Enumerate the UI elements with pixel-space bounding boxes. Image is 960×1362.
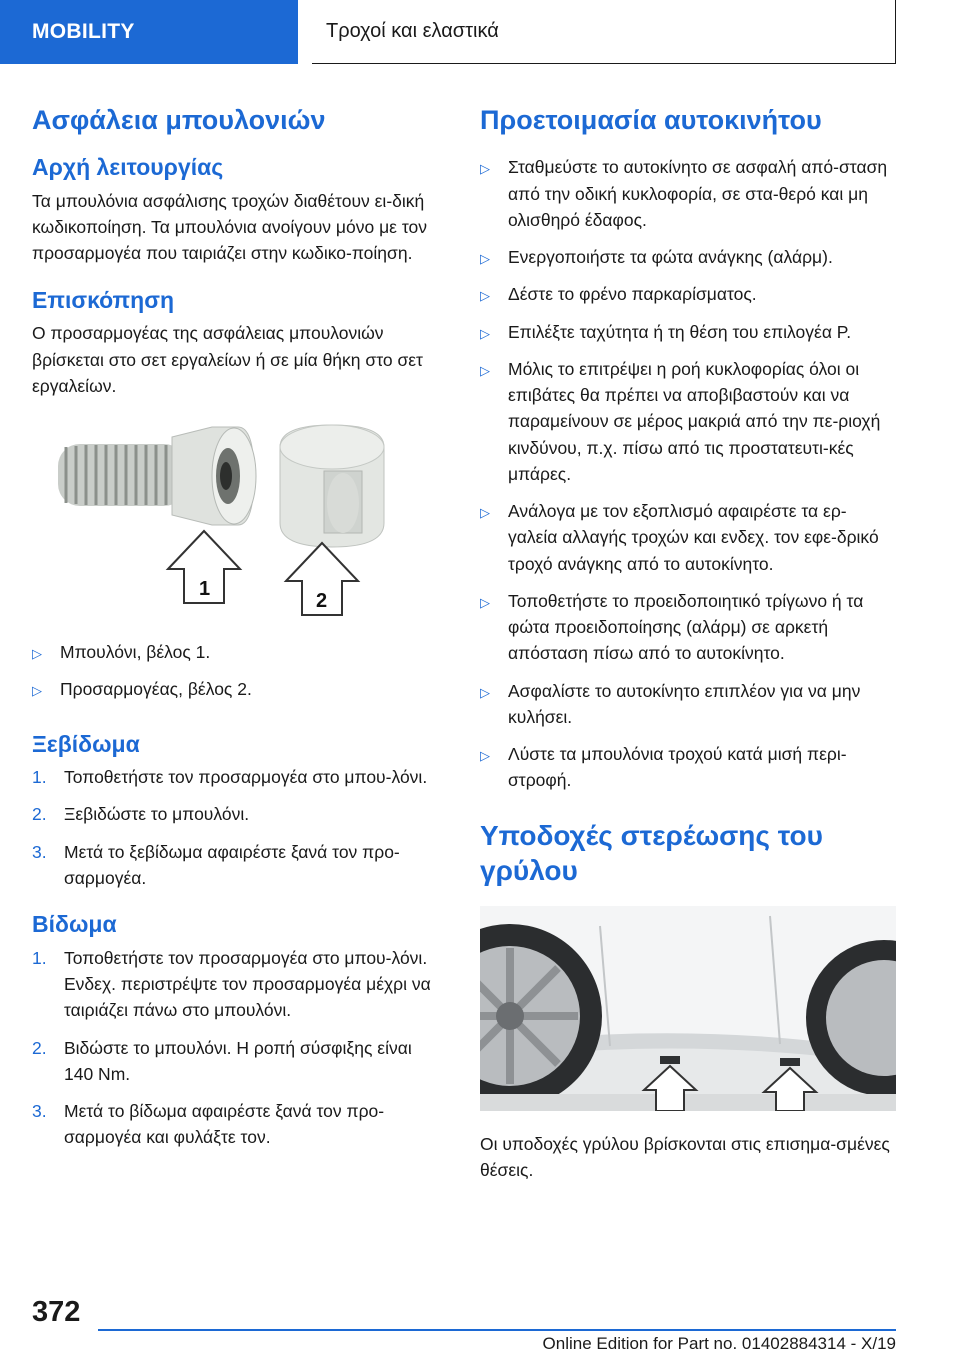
edition-footer[interactable]: Online Edition for Part no. 01402884314 - X/19 [542, 1334, 896, 1353]
list-item: ▷ Προσαρμογέας, βέλος 2. [32, 676, 436, 702]
heading-screw: Βίδωμα [32, 911, 117, 938]
triangle-right-icon: ▷ [480, 325, 490, 341]
screw-steps [32, 945, 436, 1151]
list-item: 2. Βιδώστε το μπουλόνι. Η ροπή σύσφιξης είναι 140 Nm. [32, 1037, 412, 1084]
section-title-jack-points: Υποδοχές στερέωσης του γρύλου [480, 819, 823, 886]
lug-nut-adapter-figure [32, 419, 436, 619]
triangle-right-icon: ▷ [32, 646, 42, 662]
list-item: 3. Μετά το ξεβίδωμα αφαιρέστε ξανά τον προ-σαρμογέα. [32, 841, 400, 888]
left-column [32, 104, 436, 1171]
list-item: 1. Τοποθετήστε τον προσαρμογέα στο μπου-λόνι. [32, 767, 428, 788]
list-item: ▷ Λύστε τα μπουλόνια τροχού κατά μισή περι-στροφή. [480, 741, 896, 794]
list-item: 2. Ξεβιδώστε το μπουλόνι. [32, 804, 250, 825]
list-item: ▷ Ασφαλίστε το αυτοκίνητο επιπλέον για να μην κυλήσει. [480, 678, 896, 731]
heading-principle: Αρχή λειτουργίας [32, 154, 224, 181]
right-column [480, 104, 896, 1203]
figure-legend [32, 639, 436, 703]
arrow-2-label: 2 [316, 590, 328, 613]
triangle-right-icon: ▷ [480, 594, 490, 610]
list-item: ▷ Μόλις το επιτρέψει η ροή κυκλοφορίας όλοι οι επιβάτες θα πρέπει να αποβιβαστούν και να παραμείνουν σε μέρος μακριά από την πε-ριοχή κινδύνου, π.χ. πίσω από τις προστατευτι-κές μπάρες. [480, 356, 896, 487]
triangle-right-icon: ▷ [480, 161, 490, 177]
list-item: ▷ Επιλέξτε ταχύτητα ή τη θέση του επιλογέα P. [480, 319, 896, 345]
triangle-right-icon: ▷ [480, 362, 490, 378]
list-item: 1. Τοποθετήστε τον προσαρμογέα στο μπου-λόνι. Ενδεχ. περιστρέψτε τον προσαρμογέα μέχρι να ταιριάζει πάνω στο μπουλόνι. [32, 947, 431, 1021]
bolt-head [172, 427, 256, 525]
page-number: 372 [32, 1296, 81, 1328]
principle-text: Τα μπουλόνια ασφάλισης τροχών διαθέτουν ει-δική κωδικοποίηση. Τα μπουλόνια ανοίγουν μόνο με τον προσαρμογέα που ταιριάζει στην κωδικο-ποίηση. [32, 190, 427, 264]
heading-overview: Επισκόπηση [32, 286, 174, 313]
arrow-2-icon [286, 543, 358, 615]
triangle-right-icon: ▷ [480, 251, 490, 267]
triangle-right-icon: ▷ [32, 683, 42, 699]
jack-points-text: Οι υποδοχές γρύλου βρίσκονται στις επισημα-σμένες θέσεις. [480, 1133, 890, 1180]
list-item: ▷ Ανάλογα με τον εξοπλισμό αφαιρέστε τα ερ-γαλεία αλλαγής τροχών και ενδεχ. τον εφε-δρικό τροχό ανάγκης από το αυτοκίνητο. [480, 498, 896, 577]
list-item: ▷ Δέστε το φρένο παρκαρίσματος. [480, 281, 896, 307]
unscrew-steps [32, 764, 436, 891]
triangle-right-icon: ▷ [480, 288, 490, 304]
list-item: ▷ Ενεργοποιήστε τα φώτα ανάγκης (αλάρμ). [480, 244, 896, 270]
prep-steps [480, 154, 896, 793]
section-title-lug-nut-lock: Ασφάλεια μπουλονιών [32, 105, 326, 135]
triangle-right-icon: ▷ [480, 505, 490, 521]
chapter-title: Τροχοί και ελαστικά [312, 0, 896, 64]
list-item: 3. Μετά το βίδωμα αφαιρέστε ξανά τον προ-σαρμογέα και φυλάξτε τον. [32, 1101, 385, 1148]
triangle-right-icon: ▷ [480, 684, 490, 700]
arrow-1-label: 1 [199, 578, 211, 601]
list-item: ▷ Τοποθετήστε το προειδοποιητικό τρίγωνο ή τα φώτα προειδοποίησης (αλάρμ) σε αρκετή απόσταση πίσω από το αυτοκίνητο. [480, 588, 896, 667]
section-title-vehicle-prep: Προετοιμασία αυτοκινήτου [480, 105, 822, 135]
section-tab[interactable]: MOBILITY [0, 0, 298, 64]
list-item: ▷ Μπουλόνι, βέλος 1. [32, 639, 436, 665]
footer-divider [98, 1329, 896, 1331]
adapter-body [280, 425, 384, 547]
arrow-1-icon [168, 531, 240, 603]
triangle-right-icon: ▷ [480, 748, 490, 764]
jack-points-figure [480, 906, 896, 1111]
bolt-thread [58, 444, 186, 506]
list-item: ▷ Σταθμεύστε το αυτοκίνητο σε ασφαλή από-σταση από την οδική κυκλοφορία, σε στα-θερό και μη ολισθηρό έδαφος. [480, 154, 896, 233]
overview-text: Ο προσαρμογέας της ασφάλειας μπουλονιών βρίσκεται στο σετ εργαλείων ή σε μία θήκη στο σετ εργαλείων. [32, 323, 423, 396]
heading-unscrew: Ξεβίδωμα [32, 730, 140, 757]
